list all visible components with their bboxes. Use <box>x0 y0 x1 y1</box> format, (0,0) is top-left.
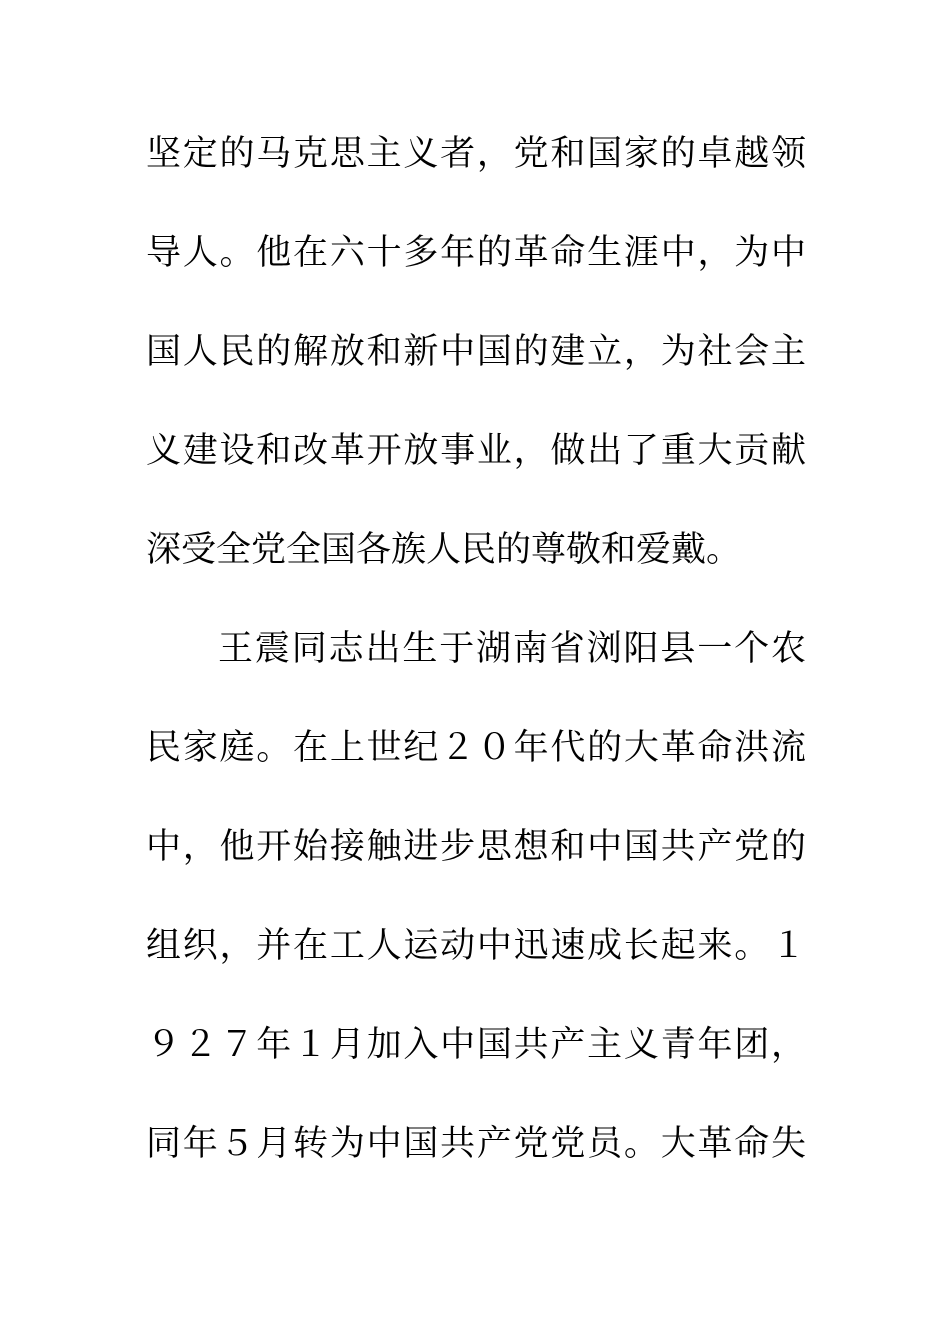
text-line: 坚定的马克思主义者，党和国家的卓越领 <box>146 134 806 174</box>
paragraph-start-line: 王震同志出生于湖南省浏阳县一个农 <box>218 629 806 669</box>
text-line: 深受全党全国各族人民的尊敬和爱戴。 <box>146 530 742 570</box>
text-line: 义建设和改革开放事业，做出了重大贡献 <box>146 431 806 471</box>
text-line: ９２７年１月加入中国共产主义青年团， <box>146 1025 806 1065</box>
text-line: 组织，并在工人运动中迅速成长起来。１ <box>146 926 806 966</box>
text-line: 国人民的解放和新中国的建立，为社会主 <box>146 332 806 372</box>
text-line: 民家庭。在上世纪２０年代的大革命洪流 <box>146 728 806 768</box>
text-line: 导人。他在六十多年的革命生涯中，为中 <box>146 233 806 273</box>
body-text <box>146 124 806 1213</box>
text-line: 同年５月转为中国共产党党员。大革命失 <box>146 1124 806 1164</box>
text-line: 中，他开始接触进步思想和中国共产党的 <box>146 827 806 867</box>
